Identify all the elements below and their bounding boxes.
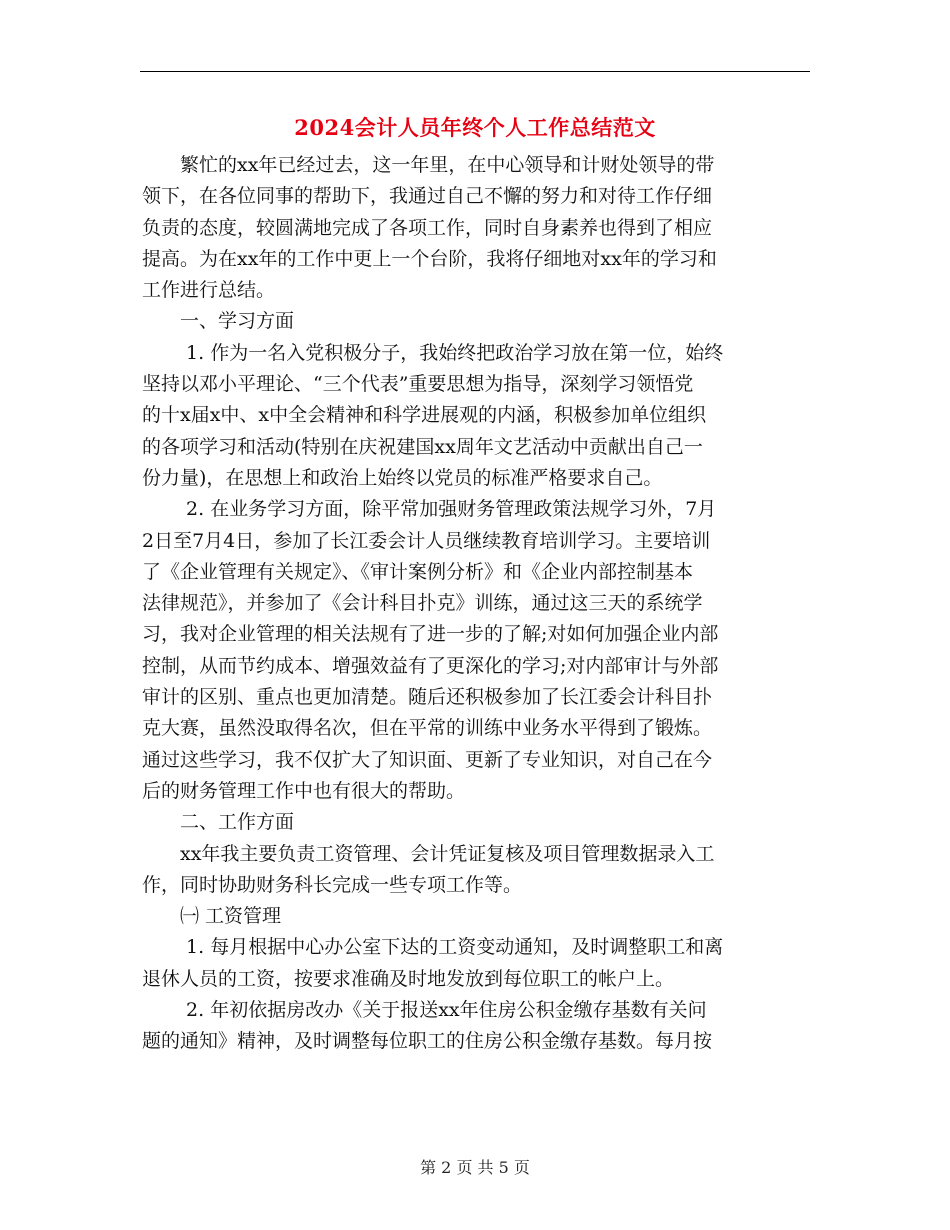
section-heading: 一、学习方面 — [142, 310, 295, 333]
body-line: 控制，从而节约成本、增强效益有了更深化的学习;对内部审计与外部 — [142, 654, 719, 677]
body-line: 2日至7月4日，参加了长江委会计人员继续教育培训学习。主要培训 — [142, 529, 711, 552]
document-body — [142, 150, 810, 1058]
body-line: 坚持以邓小平理论、“三个代表”重要思想为指导，深刻学习领悟党 — [142, 373, 694, 396]
body-line: 了《企业管理有关规定》、《审计案例分析》和《企业内部控制基本 — [142, 560, 694, 583]
body-line: 负责的态度，较圆满地完成了各项工作，同时自身素养也得到了相应 — [142, 216, 713, 239]
body-line: xx年我主要负责工资管理、会计凭证复核及项目管理数据录入工 — [142, 842, 715, 865]
body-line: 题的通知》精神，及时调整每位职工的住房公积金缴存基数。每月按 — [142, 1030, 713, 1053]
document-title: 2024会计人员年终个人工作总结范文 — [294, 115, 656, 140]
body-line: 提高。为在xx年的工作中更上一个台阶，我将仔细地对xx年的学习和 — [142, 247, 717, 270]
body-line: 1. 每月根据中心办公室下达的工资变动通知，及时调整职工和离 — [142, 936, 724, 959]
body-line: 退休人员的工资，按要求准确及时地发放到每位职工的帐户上。 — [142, 967, 675, 990]
body-line: 习，我对企业管理的相关法规有了进一步的了解;对如何加强企业内部 — [142, 623, 719, 646]
body-line: 通过这些学习，我不仅扩大了知识面、更新了专业知识，对自己在今 — [142, 748, 713, 771]
body-line: 1. 作为一名入党积极分子，我始终把政治学习放在第一位，始终 — [142, 341, 724, 364]
body-line: 份力量)，在思想上和政治上始终以党员的标准严格要求自己。 — [142, 466, 663, 489]
body-line: 工作进行总结。 — [142, 279, 276, 302]
body-line: 领下，在各位同事的帮助下，我通过自己不懈的努力和对待工作仔细 — [142, 185, 713, 208]
body-line: 繁忙的xx年已经过去，这一年里，在中心领导和计财处领导的带 — [142, 154, 715, 176]
body-line: 克大赛，虽然没取得名次，但在平常的训练中业务水平得到了锻炼。 — [142, 717, 713, 740]
subsection-heading: ㈠ 工资管理 — [142, 905, 282, 928]
body-line: 2. 在业务学习方面，除平常加强财务管理政策法规学习外，7月 — [142, 498, 717, 521]
page-footer: 第 2 页 共 5 页 — [420, 1158, 530, 1177]
body-line: 作，同时协助财务科长完成一些专项工作等。 — [142, 873, 523, 896]
body-line: 后的财务管理工作中也有很大的帮助。 — [142, 779, 466, 802]
body-line: 2. 年初依据房改办《关于报送xx年住房公积金缴存基数有关问 — [142, 999, 707, 1022]
body-line: 审计的区别、重点也更加清楚。随后还积极参加了长江委会计科目扑 — [142, 686, 713, 709]
body-line: 的十x届x中、x中全会精神和科学进展观的内涵，积极参加单位组织 — [142, 404, 707, 427]
body-line: 法律规范》，并参加了《会计科目扑克》训练，通过这三天的系统学 — [142, 592, 703, 615]
header-rule — [140, 71, 810, 72]
section-heading: 二、工作方面 — [142, 811, 295, 834]
body-line: 的各项学习和活动(特别在庆祝建国xx周年文艺活动中贡献出自己一 — [142, 435, 703, 458]
